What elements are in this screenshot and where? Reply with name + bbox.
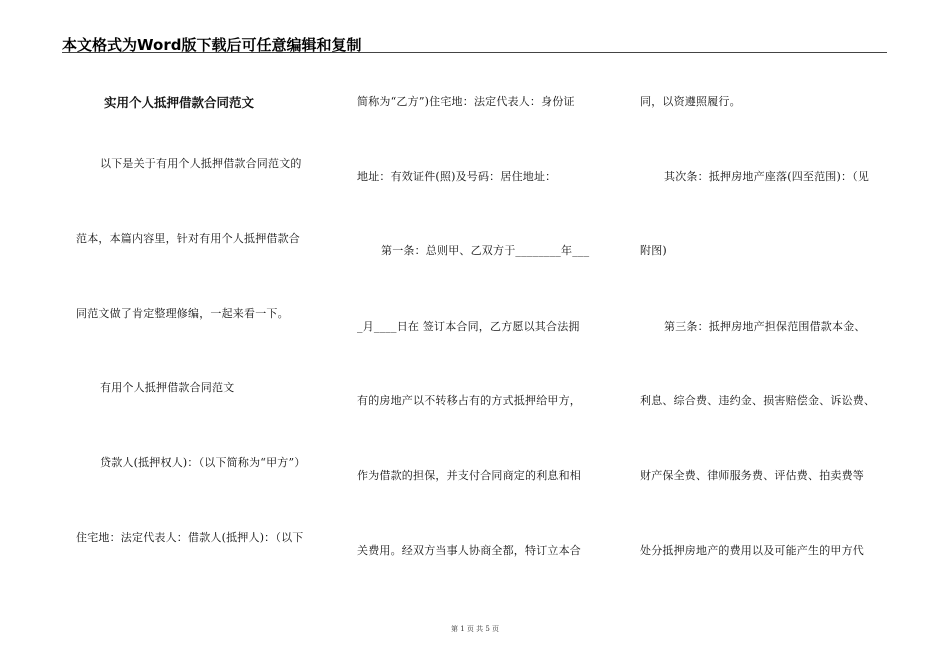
paragraph-line: 利息、综合费、违约金、损害赔偿金、诉讼费、 <box>640 394 876 407</box>
paragraph-line: 处分抵押房地产的费用以及可能产生的甲方代 <box>640 544 864 557</box>
paragraph-line: 作为借款的担保，并支付合同商定的利息和相 <box>357 469 581 482</box>
paragraph-line: 关费用。经双方当事人协商全都，特订立本合 <box>357 544 581 557</box>
paragraph-line: 财产保全费、律师服务费、评估费、拍卖费等 <box>640 469 864 482</box>
paragraph-line: 范本，本篇内容里，针对有用个人抵押借款合 <box>76 232 300 245</box>
document-title: 实用个人抵押借款合同范文 <box>104 95 255 110</box>
paragraph-line: 同，以资遵照履行。 <box>640 95 741 108</box>
paragraph-line: 贷款人(抵押权人)：（以下简称为“甲方”） <box>100 456 306 469</box>
paragraph-line: 简称为“乙方”)住宅地：法定代表人：身份证 <box>357 95 575 108</box>
section-heading: 有用个人抵押借款合同范文 <box>100 381 235 394</box>
paragraph-line: 以下是关于有用个人抵押借款合同范文的 <box>100 157 302 170</box>
paragraph-line: 有的房地产以不转移占有的方式抵押给甲方， <box>357 394 581 407</box>
paragraph-line: 其次条：抵押房地产座落(四至范围)：（见 <box>664 170 870 183</box>
paragraph-line: 第一条：总则甲、乙双方于________年___ <box>381 244 590 257</box>
header-divider <box>62 52 887 53</box>
paragraph-line: 第三条：抵押房地产担保范围借款本金、 <box>664 320 866 333</box>
page-number: 第 1 页 共 5 页 <box>450 625 500 633</box>
paragraph-line: 地址：有效证件(照)及号码：居住地址： <box>357 170 557 183</box>
page-header: 本文格式为Word版下载后可任意编辑和复制 <box>62 36 362 54</box>
paragraph-line: 附图) <box>640 244 667 257</box>
paragraph-line: 同范文做了肯定整理修编，一起来看一下。 <box>76 307 289 320</box>
paragraph-line: _月____日在 签订本合同，乙方愿以其合法拥 <box>357 320 580 333</box>
paragraph-line: 住宅地：法定代表人：借款人(抵押人)：（以下 <box>76 531 304 544</box>
